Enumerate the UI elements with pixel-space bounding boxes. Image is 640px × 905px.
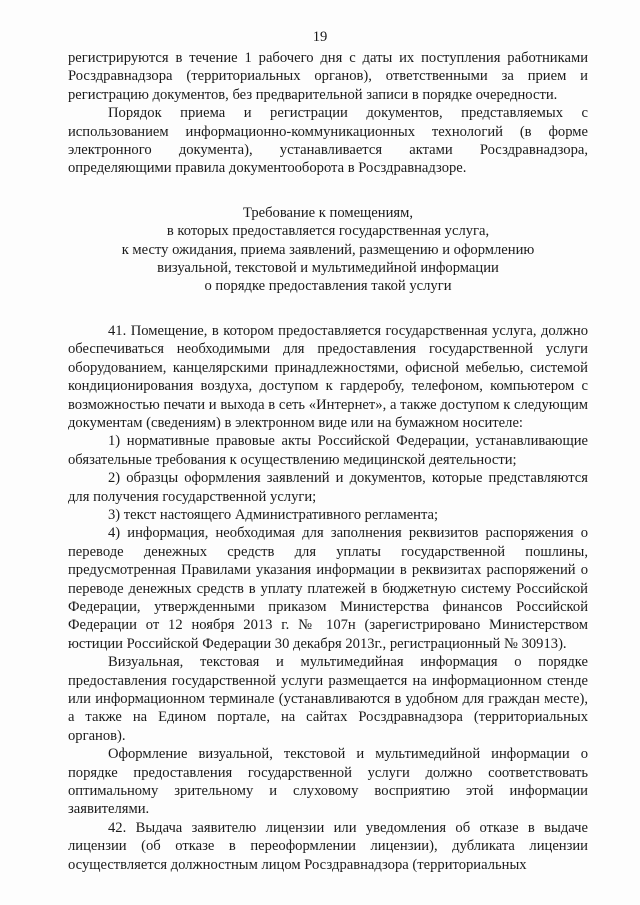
section-heading xyxy=(68,204,588,296)
section-heading-line: к месту ожидания, приема заявлений, размещению и оформлению xyxy=(121,241,535,258)
paragraph-document-registration: Порядок приема и регистрации документов, представляемых с использованием информационно-коммуникационных технологий (в форме электронного документа), устанавливается актами Росздравнадзора, определяющими правила документооборота в Росздравнадзоре. xyxy=(68,105,588,177)
page-content xyxy=(68,49,588,874)
section-heading-line: визуальной, текстовой и мультимедийной информации xyxy=(157,260,499,277)
list-item-2: 2) образцы оформления заявлений и документов, которые представляются для получения государственной услуги; xyxy=(68,470,588,505)
page-number: 19 xyxy=(312,29,328,45)
paragraph-visual-info: Визуальная, текстовая и мультимедийная информация о порядке предоставления государственной услуги размещается на информационном стенде или информационном терминале (устанавливаются в удобном для граждан месте), а также на Едином портале, на сайтах Росздравнадзора (территориальных органов). xyxy=(68,654,588,744)
list-item-3: 3) текст настоящего Административного регламента; xyxy=(108,506,439,523)
list-item-4: 4) информация, необходимая для заполнения реквизитов распоряжения о переводе денежных средств для уплаты государственной пошлины, предусмотренная Правилами указания информации в реквизитах распоряжений о переводе денежных средств в уплату платежей в бюджетную систему Российской Федерации, утвержденными приказом Министерства финансов Российской Федерации от 12 ноября 2013 г. № 107н (зарегистрировано Министерством юстиции Российской Федерации 30 декабря 2013г., регистрационный № 30913). xyxy=(68,525,588,652)
list-item-1: 1) нормативные правовые акты Российской Федерации, устанавливающие обязательные требования к осуществлению медицинской деятельности; xyxy=(68,433,588,468)
paragraph-info-design: Оформление визуальной, текстовой и мультимедийной информации о порядке предоставления государственной услуги должно соответствовать оптимальному зрительному и слуховому восприятию этой информации заявителями. xyxy=(68,746,588,818)
section-heading-line: о порядке предоставления такой услуги xyxy=(204,278,452,295)
section-heading-line: в которых предоставляется государственная услуга, xyxy=(166,223,490,240)
paragraph-42: 42. Выдача заявителю лицензии или уведомления об отказе в выдаче лицензии (об отказе в переоформлении лицензии), дубликата лицензии осуществляется должностным лицом Росздравнадзора (территориальных xyxy=(68,819,588,873)
paragraph-41: 41. Помещение, в котором предоставляется государственная услуга, должно обеспечиваться необходимыми для предоставления государственной услуги оборудованием, канцелярскими принадлежностями, офисной мебелью, системой кондиционирования воздуха, доступом к гардеробу, телефоном, компьютером с возможностью печати и выхода в сеть «Интернет», а также доступом к следующим документам (сведениям) в электронном виде или на бумажном носителе: xyxy=(68,322,588,431)
section-heading-line: Требование к помещениям, xyxy=(243,204,413,221)
paragraph-continued: регистрируются в течение 1 рабочего дня с даты их поступления работниками Росздравнадзора (территориальных органов), ответственными за прием и регистрацию документов, без предварительной записи в порядке очередности. xyxy=(68,50,588,103)
